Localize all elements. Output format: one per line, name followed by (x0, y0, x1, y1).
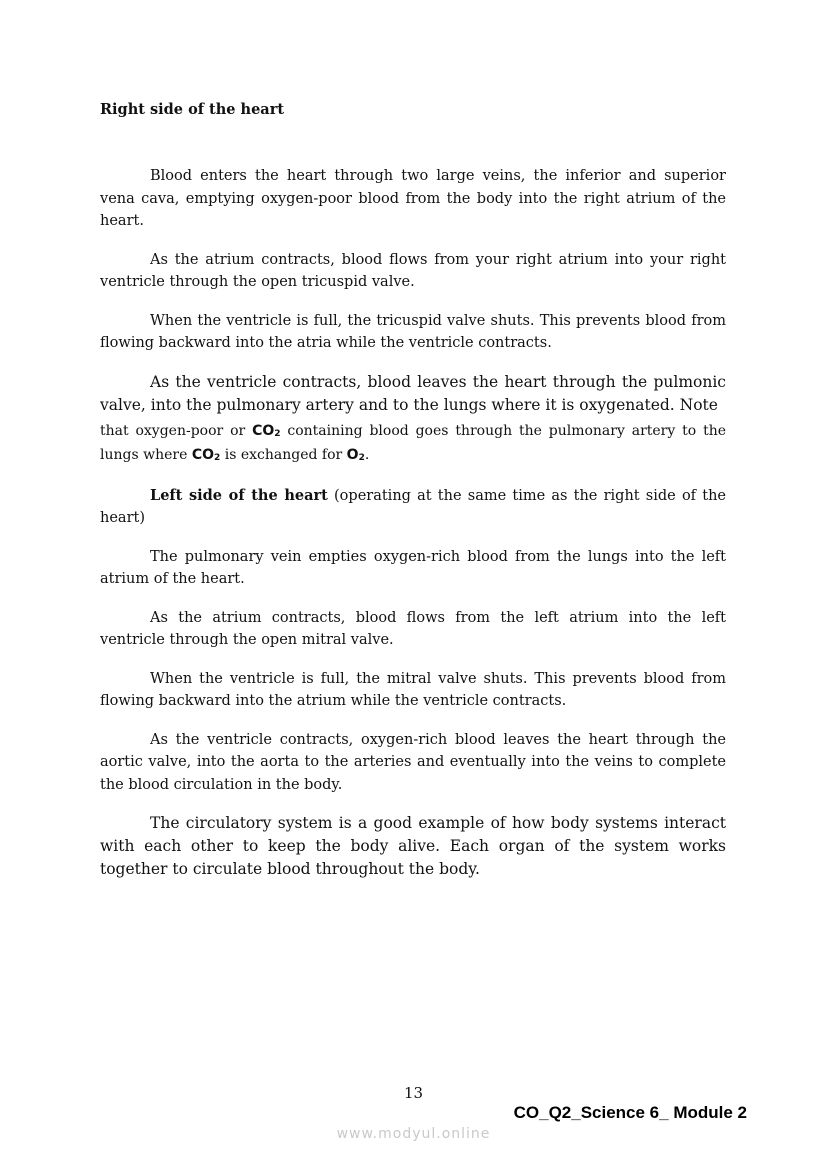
paragraph-5: that oxygen-poor or $CO_2$ containing blood goes through the pulmonary artery to the lungs where $CO_2$ is exchanged for $O_2$. (100, 422, 726, 463)
paragraph-9: When the ventricle is full, the mitral valve shuts. This prevents blood from flowing backward into the atrium while the ventricle contracts. (100, 670, 726, 709)
paragraph-7: The pulmonary vein empties oxygen-rich blood from the lungs into the left atrium of the heart. (100, 548, 726, 587)
paragraph-2: As the atrium contracts, blood flows from your right atrium into your right ventricle through the open tricuspid valve. (100, 251, 726, 290)
section-heading: Right side of the heart (100, 101, 285, 118)
document-body (100, 99, 726, 897)
paragraph-1: Blood enters the heart through two large veins, the inferior and superior vena cava, emptying oxygen-poor blood from the body into the right atrium of the heart. (100, 168, 726, 229)
left-side-heading: Left side of the heart (150, 486, 328, 504)
paragraph-8: As the atrium contracts, blood flows from the left atrium into the left ventricle through the open mitral valve. (100, 609, 726, 648)
o2-formula: $O_2$ (346, 446, 365, 463)
paragraph-6: Left side of the heart (operating at the same time as the right side of the heart) (100, 486, 726, 526)
paragraph-3: When the ventricle is full, the tricuspid valve shuts. This prevents blood from flowing backward into the atria while the ventricle contracts. (100, 312, 726, 351)
co2-formula: $CO_2$ (191, 446, 221, 463)
module-code: CO_Q2_Science 6_ Module 2 (513, 1103, 747, 1122)
paragraph-11: The circulatory system is a good example of how body systems interact with each other to keep the body alive. Each organ of the system works together to circulate blood throughout the body. (100, 814, 726, 878)
page-number: 13 (403, 1084, 424, 1102)
paragraph-10: As the ventricle contracts, oxygen-rich blood leaves the heart through the aortic valve, into the aorta to the arteries and eventually into the veins to complete the blood circulation in the body. (100, 731, 726, 793)
watermark: www.modyul.online (336, 1126, 491, 1142)
paragraph-4: As the ventricle contracts, blood leaves the heart through the pulmonic valve, into the pulmonary artery and to the lungs where it is oxygenated. Note (100, 372, 726, 414)
co2-formula: $CO_2$ (252, 422, 281, 439)
